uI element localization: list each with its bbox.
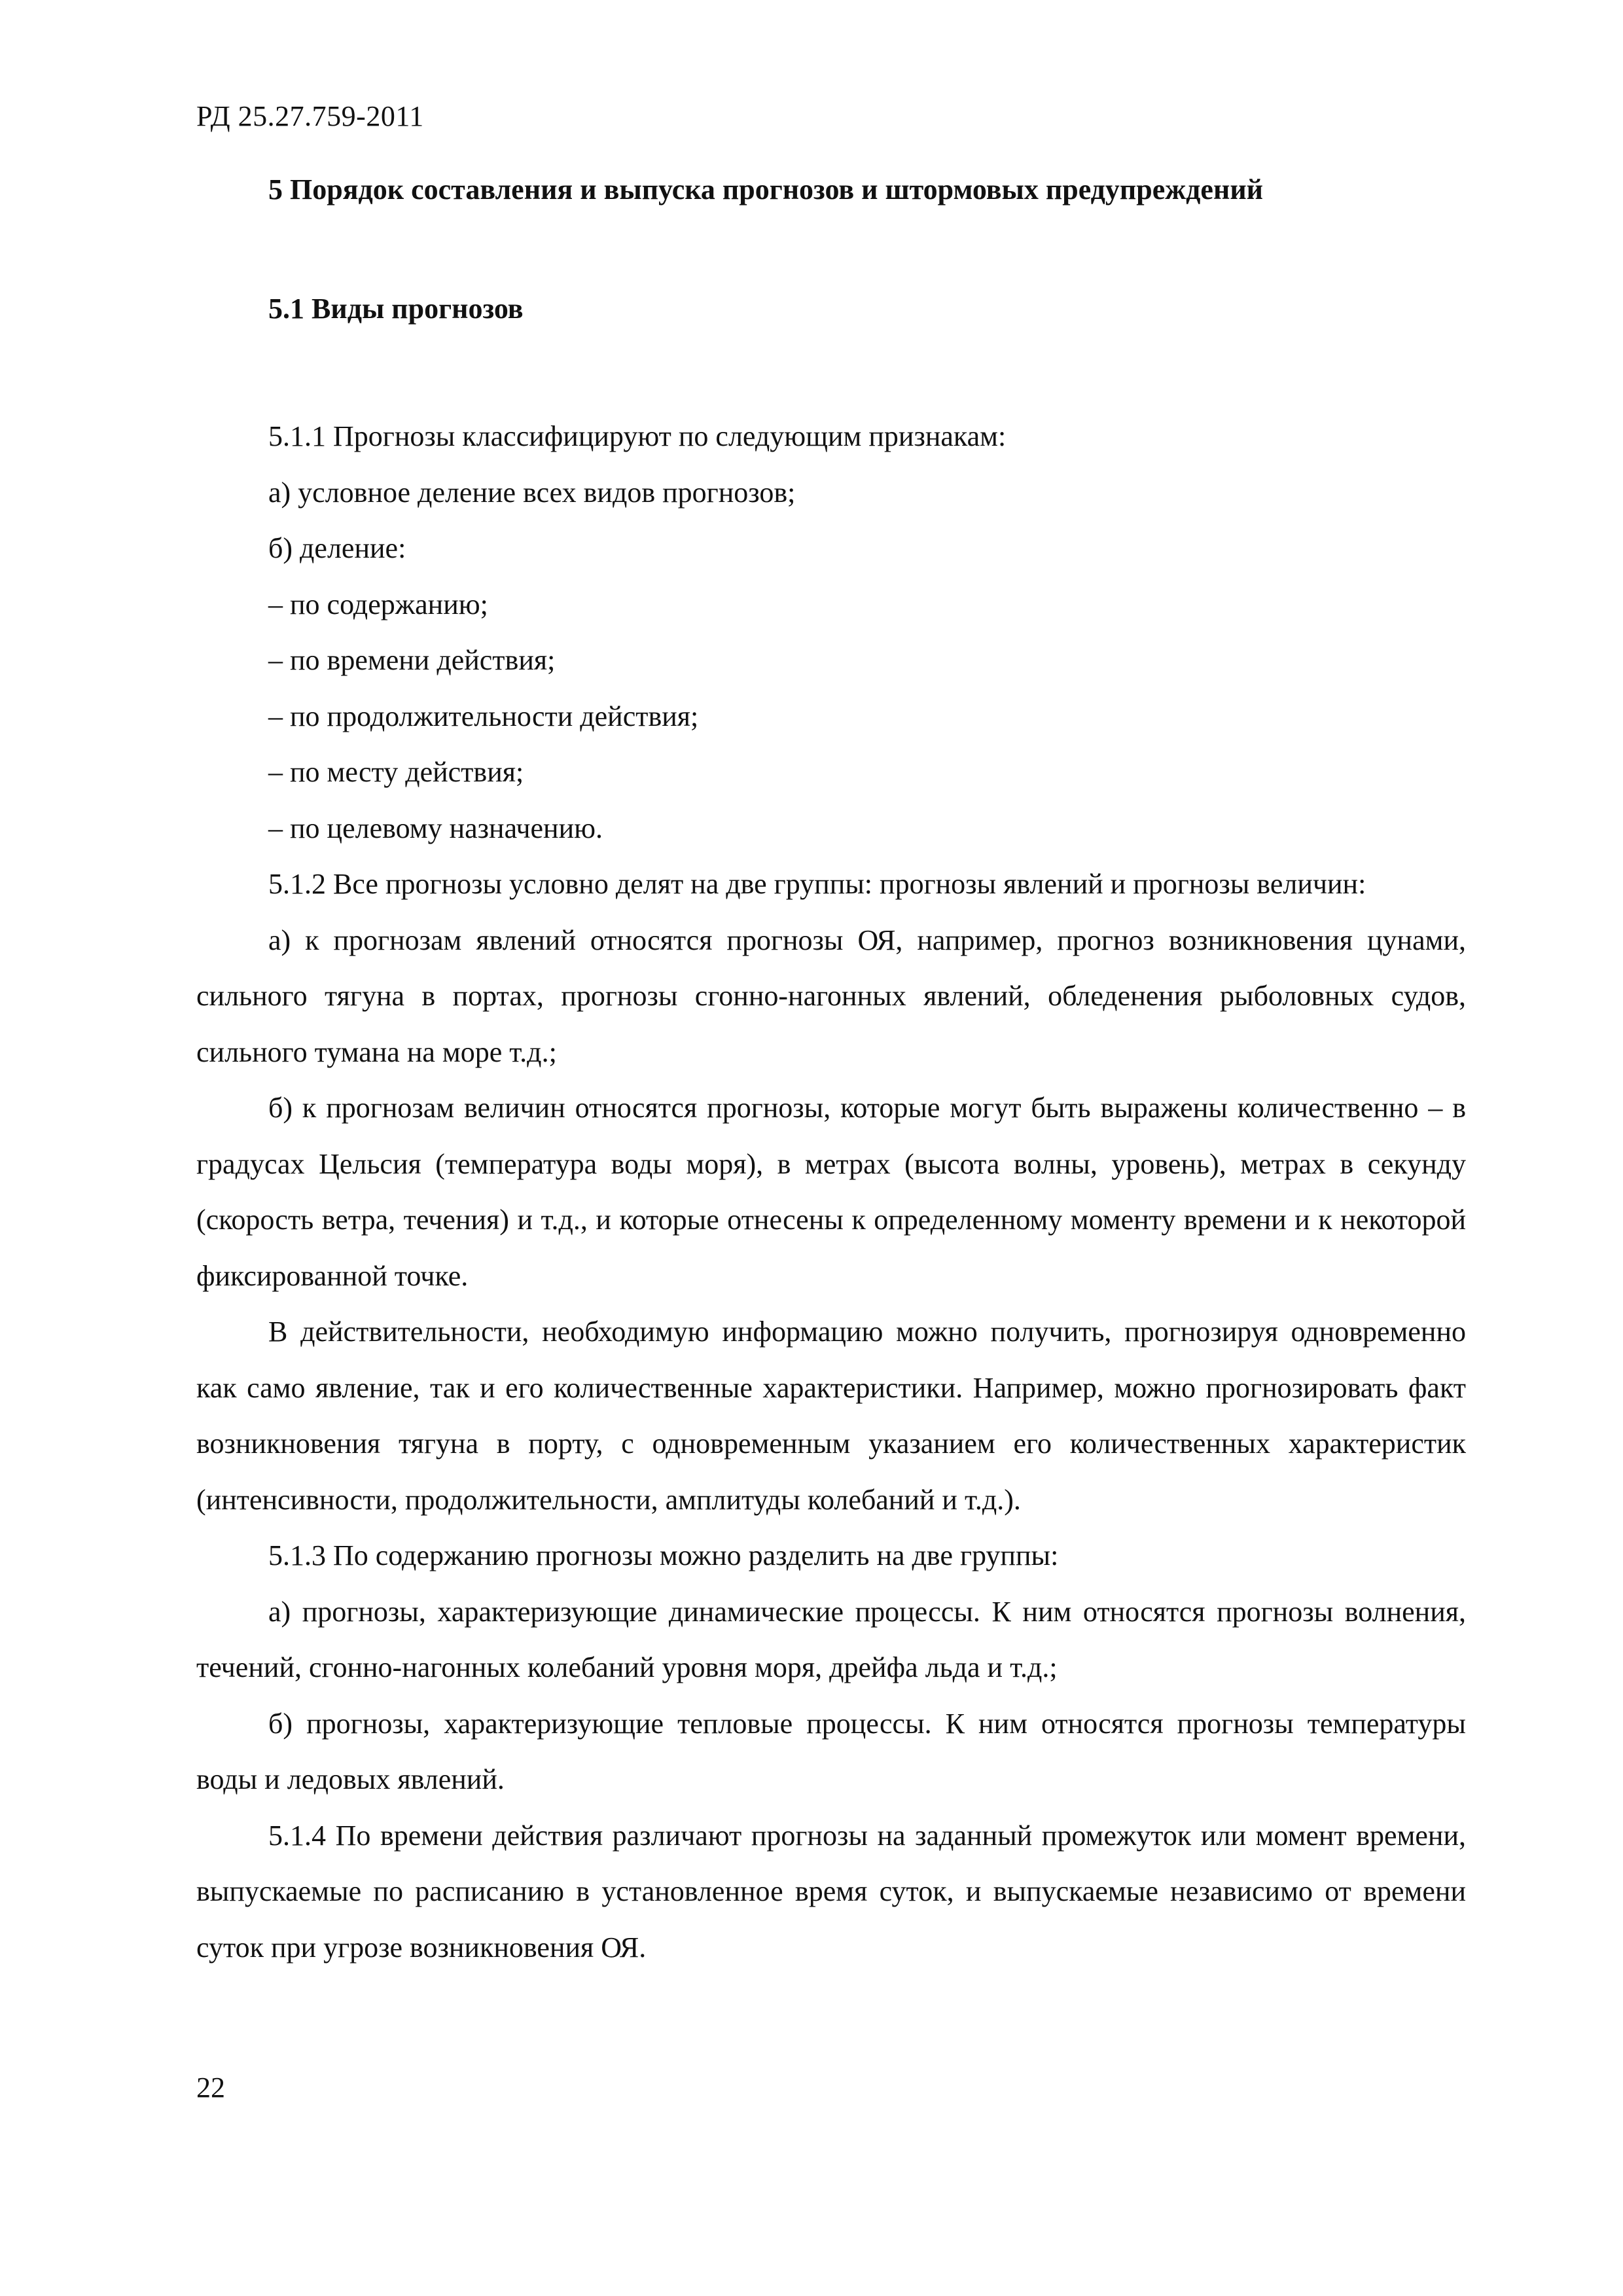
page-number: 22 — [196, 2072, 225, 2104]
list-item-b: б) деление: — [268, 532, 406, 564]
paragraph-5-1-3-b: б) прогнозы, характеризующие тепловые процессы. К ним относятся прогнозы температуры воды и ледовых явлений. — [196, 1707, 1466, 1795]
document-code-header: РД 25.27.759-2011 — [196, 100, 424, 132]
subsection-title: 5.1 Виды прогнозов — [268, 293, 524, 325]
paragraph-5-1-1: 5.1.1 Прогнозы классифицируют по следующим признакам: — [268, 420, 1007, 452]
dash-item-place: – по месту действия; — [268, 756, 524, 788]
document-body — [196, 162, 1466, 1975]
paragraph-5-1-3: 5.1.3 По содержанию прогнозы можно разделить на две группы: — [268, 1539, 1059, 1571]
paragraph-5-1-2-b: б) к прогнозам величин относятся прогнозы, которые могут быть выражены количественно – в градусах Цельсия (температура воды моря), в метрах (высота волны, уровень), метрах в секунду (скорость ветра, течения) и т.д., и которые отнесены к определенному моменту времени и к некоторой фиксированной точке. — [196, 1092, 1466, 1292]
paragraph-5-1-4: 5.1.4 По времени действия различают прогнозы на заданный промежуток или момент времени, выпускаемые по расписанию в установленное время суток, и выпускаемые независимо от времени суток при угрозе возникновения ОЯ. — [196, 1819, 1466, 1964]
dash-item-purpose: – по целевому назначению. — [268, 812, 603, 844]
list-item-a: а) условное деление всех видов прогнозов; — [268, 476, 796, 509]
paragraph-in-reality: В действительности, необходимую информацию можно получить, прогнозируя одновременно как само явление, так и его количественные характеристики. Например, можно прогнозировать факт возникновения тягуна в порту, с одновременным указанием его количественных характеристик (интенсивности, продолжительности, амплитуды колебаний и т.д.). — [196, 1316, 1466, 1516]
paragraph-5-1-2: 5.1.2 Все прогнозы условно делят на две группы: прогнозы явлений и прогнозы величин: — [268, 868, 1366, 900]
section-title: 5 Порядок составления и выпуска прогнозов и штормовых предупреждений — [268, 173, 1264, 206]
dash-item-time: – по времени действия; — [268, 644, 556, 676]
dash-item-content: – по содержанию; — [268, 588, 488, 620]
dash-item-duration: – по продолжительности действия; — [268, 700, 699, 732]
body-text — [196, 408, 1466, 1975]
paragraph-5-1-2-a: а) к прогнозам явлений относятся прогнозы ОЯ, например, прогноз возникновения цунами, сильного тягуна в портах, прогнозы сгонно-нагонных явлений, обледенения рыболовных судов, сильного тумана на море т.д.; — [196, 924, 1466, 1068]
paragraph-5-1-3-a: а) прогнозы, характеризующие динамические процессы. К ним относятся прогнозы волнения, течений, сгонно-нагонных колебаний уровня моря, дрейфа льда и т.д.; — [196, 1595, 1466, 1683]
